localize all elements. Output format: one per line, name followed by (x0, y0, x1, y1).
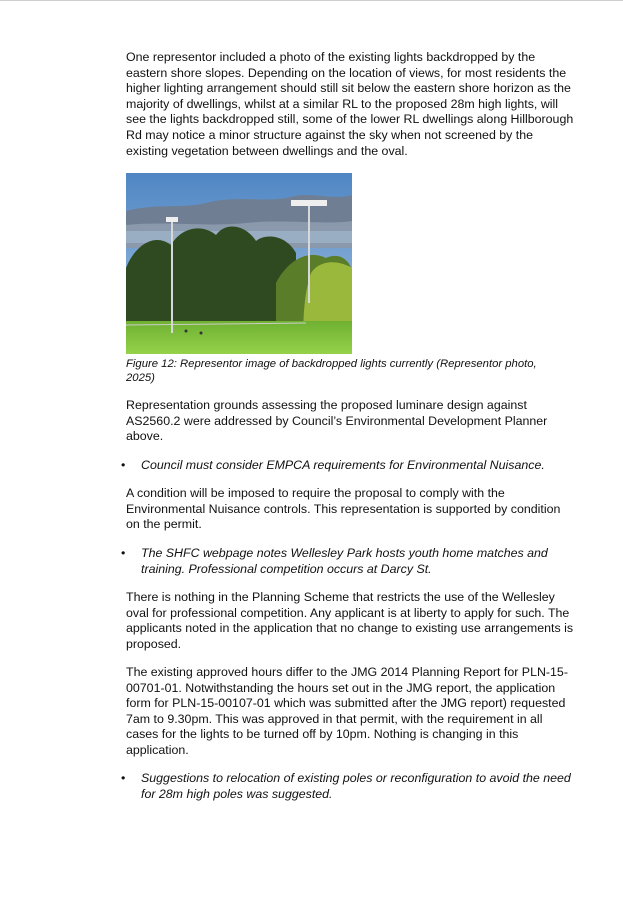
bullet-marker: • (121, 771, 126, 785)
person (185, 330, 188, 333)
bullet-pole-relocation (121, 771, 576, 802)
bullet-marker: • (121, 458, 126, 472)
person (200, 332, 203, 335)
bullet-empca (121, 458, 576, 474)
paragraph-planning-scheme: There is nothing in the Planning Scheme that restricts the use of the Wellesley oval for professional competition. Any applicant is at liberty to apply for such. The applicants noted in the application that no change to existing use arrangements is proposed. (126, 590, 574, 651)
light-head-right (291, 200, 327, 206)
light-head-left (166, 217, 178, 222)
paragraph-representor-photo: One representor included a photo of the existing lights backdropped by the eastern shore slopes. Depending on the location of views, for most residents the higher lighting arrangement should still sit below the eastern shore horizon as the majority of dwellings, whilst at a similar RL to the proposed 28m high lights, will see the lights backdropped still, some of the lower RL dwellings along Hillborough Rd may notice a minor structure against the sky when not screened by the existing vegetation between dwellings and the oval. (126, 50, 574, 158)
bullet-text-pole-relocation: Suggestions to relocation of existing poles or reconfiguration to avoid the need for 28m high poles was suggested. (141, 771, 571, 801)
bullet-text-shfc: The SHFC webpage notes Wellesley Park hosts youth home matches and training. Professional competition occurs at Darcy St. (141, 546, 548, 576)
oval-grass (126, 321, 352, 354)
paragraph-luminare-design: Representation grounds assessing the proposed luminare design against AS2560.2 were addressed by Council’s Environmental Development Planner above. (126, 398, 548, 444)
paragraph-condition: A condition will be imposed to require the proposal to comply with the Environmental Nuisance controls. This representation is supported by condition on the permit. (126, 486, 561, 532)
figure-backdropped-lights-photo (126, 173, 352, 354)
bullet-text-empca: Council must consider EMPCA requirements for Environmental Nuisance. (141, 458, 545, 472)
paragraph-approved-hours: The existing approved hours differ to the JMG 2014 Planning Report for PLN-15-00701-01. Notwithstanding the hours set out in the JMG report, the application form for PLN-15-00107-01 which was submitted after the JMG report) requested 7am to 9.30pm. This was approved in that permit, with the requirement in all cases for the lights to be turned off by 10pm. Nothing is changing in this application. (126, 665, 568, 757)
figure-caption: Figure 12: Representor image of backdropped lights currently (Representor photo, 2025) (126, 358, 537, 384)
page-top-border (0, 0, 623, 1)
bullet-marker: • (121, 546, 126, 560)
lights-photo-illustration (126, 173, 352, 354)
bullet-shfc (121, 546, 576, 577)
trees-left (126, 226, 296, 323)
